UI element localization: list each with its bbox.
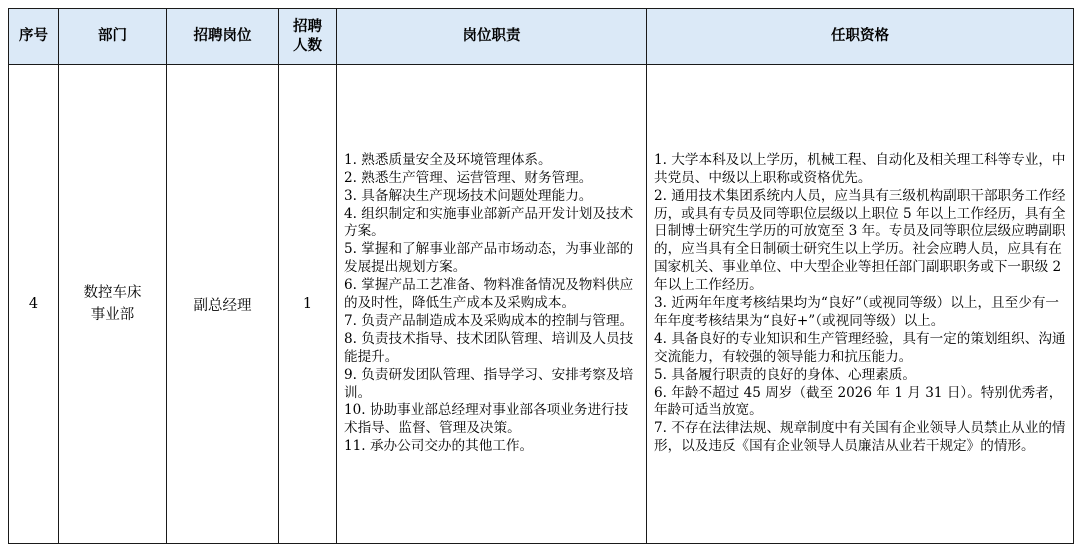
qualification-item: 4. 具备良好的专业知识和生产管理经验，具有一定的策划组织、沟通交流能力，有较强的领导能力和抗压能力。: [654, 330, 1066, 365]
duty-item: 4. 组织制定和实施事业部新产品开发计划及技术方案。: [344, 205, 634, 240]
header-duties: 岗位职责: [337, 9, 647, 65]
duty-item: 5. 掌握和了解事业部产品市场动态，为事业部的发展提出规划方案。: [344, 241, 634, 276]
duty-item: 10. 协助事业部总经理对事业部各项业务进行技术指导、监督、管理及决策。: [344, 402, 629, 437]
header-dept: 部门: [59, 9, 167, 65]
table-row: [9, 65, 1074, 544]
header-row: [9, 9, 1074, 65]
duty-item: 2. 熟悉生产管理、运营管理、财务管理。: [344, 169, 593, 186]
cell-dept-line2: 事业部: [90, 307, 135, 323]
header-count-line2: 人数: [293, 37, 322, 54]
header-seq: 序号: [9, 9, 59, 65]
header-qualifications: 任职资格: [647, 9, 1074, 65]
header-post: 招聘岗位: [167, 9, 279, 65]
duty-item: 7. 负责产品制造成本及采购成本的控制与管理。: [344, 312, 634, 329]
cell-count: 1: [279, 65, 337, 544]
cell-seq: 4: [9, 65, 59, 544]
qualification-item: 7. 不存在法律法规、规章制度中有关国有企业领导人员禁止从业的情形，以及违反《国有企业领导人员廉洁从业若干规定》的情形。: [654, 420, 1066, 455]
cell-dept: [59, 65, 167, 544]
qualifications-list: [654, 152, 1068, 456]
duty-item: 9. 负责研发团队管理、指导学习、安排考察及培训。: [344, 366, 634, 401]
duty-item: 11. 承办公司交办的其他工作。: [344, 438, 534, 455]
cell-dept-line1: 数控车床: [83, 285, 142, 301]
cell-post: 副总经理: [167, 65, 279, 544]
qualification-item: 5. 具备履行职责的良好的身体、心理素质。: [654, 366, 916, 383]
duties-list: [344, 152, 641, 456]
qualification-item: 2. 通用技术集团系统内人员，应当具有三级机构副职干部职务工作经历，或具有专员及同等职位层级以上职位 5 年以上工作经历，具有全日制博士研究生学历的可放宽至 3 年。专员及同等职位层级应聘副职的，应当具有全日制硕士研究生以上学历。社会应聘人员，应具有在国家机关、事业单位、中大型企业等担任部门副职职务或下一职级 2 年以上工作经历。: [654, 187, 1066, 294]
cell-qualifications: [647, 65, 1074, 544]
qualification-item: 3. 近两年年度考核结果均为“良好”（或视同等级）以上，且至少有一年年度考核结果为“良好+”（或视同等级）以上。: [654, 295, 1060, 329]
cell-duties: [337, 65, 647, 544]
duty-item: 6. 掌握产品工艺准备、物料准备情况及物料供应的及时性，降低生产成本及采购成本。: [344, 277, 634, 312]
header-count: [279, 9, 337, 65]
table-header: [9, 9, 1074, 65]
header-count-line1: 招聘: [293, 18, 322, 35]
qualification-item: 1. 大学本科及以上学历，机械工程、自动化及相关理工科等专业，中共党员、中级以上职称或资格优先。: [654, 151, 1066, 186]
duty-item: 8. 负责技术指导、技术团队管理、培训及人员技能提升。: [344, 330, 634, 365]
table-body: [9, 65, 1074, 544]
duty-item: 1. 熟悉质量安全及环境管理体系。: [344, 151, 552, 168]
duty-item: 3. 具备解决生产现场技术问题处理能力。: [344, 187, 593, 204]
recruitment-table: [8, 8, 1074, 544]
qualification-item: 6. 年龄不超过 45 周岁（截至 2026 年 1 月 31 日）。特别优秀者，年龄可适当放宽。: [654, 384, 1063, 419]
